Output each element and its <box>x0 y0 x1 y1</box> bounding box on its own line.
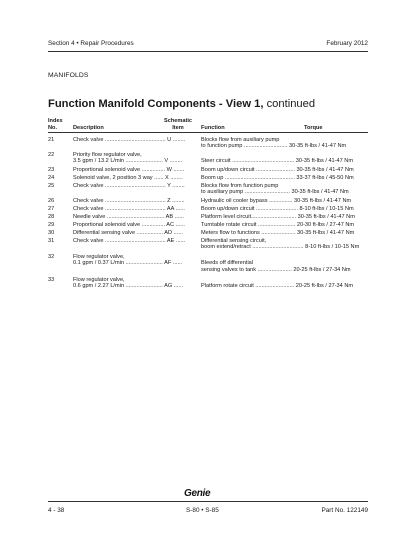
row-index: 21 <box>48 137 55 143</box>
col-description: Description <box>73 124 104 131</box>
row-index: 31 <box>48 238 55 244</box>
row-description <box>73 206 185 212</box>
row-description-line: Check valve ....................................... U ........ <box>73 137 186 143</box>
row-description-line: Flow regulator valve, <box>73 254 125 260</box>
row-function-line: Turntable rotate circuit ........................ 20-30 ft-lbs / 27-47 Nm <box>201 222 355 228</box>
row-function-torque <box>201 167 354 173</box>
row-index: 22 <box>48 152 55 158</box>
row-function-torque <box>201 222 354 228</box>
row-description-line: 3.5 gpm / 13.2 L/min ........................ V ........ <box>73 158 183 165</box>
row-function-torque <box>201 198 351 204</box>
row-index: 28 <box>48 214 55 220</box>
row-function-line: Blocks flow from auxiliary pump <box>201 137 280 143</box>
row-index: 24 <box>48 175 55 181</box>
row-description-line: Priority flow regulator valve, <box>73 152 142 158</box>
row-function-torque <box>201 137 346 150</box>
row-function-line: to function pump ............................ 30-35 ft-lbs / 41-47 Nm <box>201 143 347 150</box>
footer-part-number: Part No. 122149 <box>321 507 368 514</box>
row-description <box>73 198 185 204</box>
col-index-line1: Index <box>48 118 63 124</box>
row-index: 30 <box>48 230 55 236</box>
row-function-line: Bleeds off differential <box>201 260 254 267</box>
row-description <box>73 137 185 143</box>
col-schematic <box>158 118 198 131</box>
row-index: 25 <box>48 183 55 189</box>
col-index-line2: No. <box>48 124 58 131</box>
row-description-line: Differential sensing valve ................. AD ...... <box>73 230 183 236</box>
row-function-torque <box>201 238 359 251</box>
row-description-line: Needle valve ..................................... AB ...... <box>73 214 184 220</box>
row-description-line: 0.1 gpm / 0.37 L/min ........................ AF ...... <box>73 260 183 267</box>
row-description <box>73 175 183 181</box>
row-function-torque <box>201 230 354 236</box>
row-description-line: Flow regulator valve, <box>73 277 125 283</box>
col-function: Function <box>201 124 225 131</box>
row-function-line: Steer circuit ........................................ 30-35 ft-lbs / 41-47 Nm <box>201 158 354 165</box>
row-description <box>73 230 183 236</box>
row-description <box>73 152 182 165</box>
header-date: February 2012 <box>326 40 368 47</box>
row-function-line: Boom up ............................................. 33-37 ft-lbs / 45-50 Nm <box>201 175 354 181</box>
row-description-line: Check valve ....................................... Z ........ <box>73 198 185 204</box>
row-description <box>73 183 185 189</box>
row-function-line: Platform level circuit............................. 30-35 ft-lbs / 41-47 Nm <box>201 214 355 220</box>
row-function-torque <box>201 206 354 212</box>
row-description <box>73 277 183 290</box>
row-function-line: Boom up/down circuit ......................... 30-35 ft-lbs / 41-47 Nm <box>201 167 354 173</box>
row-function-line: Platform rotate circuit ......................... 20-25 ft-lbs / 27-34 Nm <box>201 283 354 290</box>
footer-page-number: 4 - 38 <box>48 507 65 514</box>
row-function-line: Differential sensing circuit, <box>201 238 267 244</box>
row-function-torque <box>201 152 353 165</box>
row-index: 29 <box>48 222 55 228</box>
row-function-line: Blocks flow from function pump <box>201 183 279 189</box>
footer-rule <box>48 501 368 502</box>
row-index: 26 <box>48 198 55 204</box>
col-schematic-line2: Item <box>172 124 184 131</box>
row-description <box>73 254 182 267</box>
row-function-line: sensing valves to tank ...................... 20-25 ft-lbs / 27-34 Nm <box>201 266 351 273</box>
row-description-line: Check valve ....................................... Y ........ <box>73 183 185 189</box>
row-description-line: Proportional solenoid valve ............... AC ...... <box>73 222 185 228</box>
row-description-line: Proportional solenoid valve ............... W ....... <box>73 167 185 173</box>
row-description-line: 0.6 gpm / 2.27 L/min ........................ AG ...... <box>73 283 184 290</box>
row-description <box>73 222 185 228</box>
row-index: 32 <box>48 254 55 260</box>
row-function-torque <box>201 277 353 290</box>
col-schematic-line1: Schematic <box>164 118 192 124</box>
page-title <box>48 98 315 110</box>
row-function-line: Hydraulic oil cooler bypass ............... 30-35 ft-lbs / 41-47 Nm <box>201 198 352 204</box>
col-index <box>48 118 63 131</box>
row-description-line: Check valve ....................................... AA ...... <box>73 206 185 212</box>
row-function-line: Boom up/down circuit ........................... 8-10 ft-lbs / 10-15 Nm <box>201 206 354 212</box>
row-function-line: Meters flow to functions ...................... 30-35 ft-lbs / 41-47 Nm <box>201 230 355 236</box>
row-function-torque <box>201 175 354 181</box>
section-label: MANIFOLDS <box>48 72 89 79</box>
row-function-line: boom extend/retract ................................. 8-10 ft-lbs / 10-15 Nm <box>201 244 360 251</box>
row-index: 33 <box>48 277 55 283</box>
row-description-line: Check valve ....................................... AE ...... <box>73 238 186 244</box>
row-description <box>73 167 184 173</box>
row-function-torque <box>201 214 355 220</box>
genie-logo: Genie <box>184 488 211 499</box>
row-description <box>73 214 184 220</box>
row-index: 23 <box>48 167 55 173</box>
header-rule <box>48 51 368 52</box>
row-description <box>73 238 185 244</box>
row-function-torque <box>201 254 351 273</box>
row-description-line: Solenoid valve, 2 position 3 way ...... X ........ <box>73 175 183 181</box>
header-section: Section 4 • Repair Procedures <box>48 40 134 47</box>
row-function-torque <box>201 183 349 196</box>
col-torque: Torque <box>304 124 323 131</box>
row-index: 27 <box>48 206 55 212</box>
row-function-line: to auxiliary pump ............................. 30-35 ft-lbs / 41-47 Nm <box>201 189 349 196</box>
title-main: Function Manifold Components - View 1, <box>48 98 264 110</box>
table-header-rule <box>48 132 368 133</box>
title-suffix: continued <box>263 98 316 110</box>
footer-models: S-80 • S-85 <box>186 507 219 514</box>
